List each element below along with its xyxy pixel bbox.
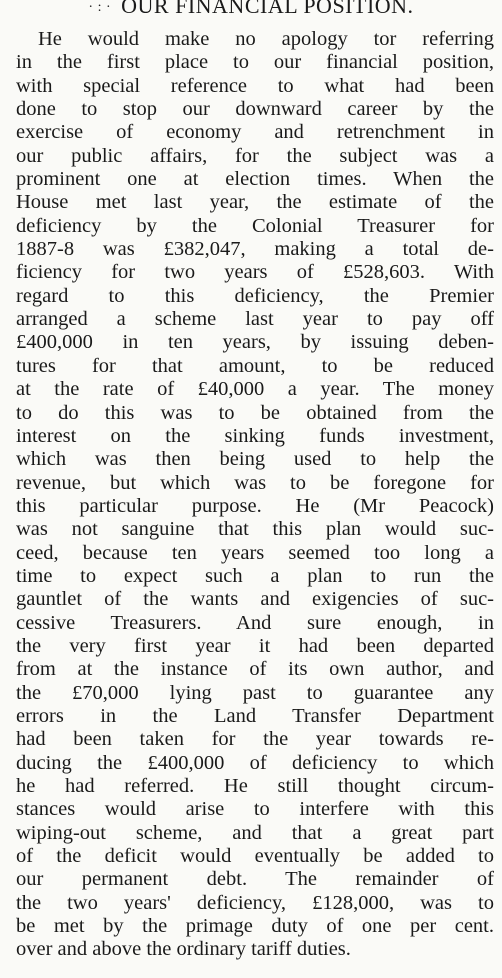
heading-ornament: · : · [88,0,112,15]
article-line: of the deficit would eventually be added to [16,845,494,868]
article-line: ducing the £400,000 of deficiency to which [16,751,494,774]
article-line: regard to this deficiency, the Premier [16,284,494,307]
article-line: wiping-out scheme, and that a great part [16,821,494,844]
article-line: with special reference to what had been [16,74,494,97]
article-line: exercise of economy and retrenchment in [16,121,494,144]
article-line: tures for that amount, to be reduced [16,354,494,377]
article-line: revenue, but which was to be foregone for [16,471,494,494]
article-line: £400,000 in ten years, by issuing deben- [16,331,494,354]
article-line: he had referred. He still thought circum- [16,775,494,797]
article-line: the £70,000 lying past to guarantee any [16,681,494,704]
article-line: the very first year it had been departed [16,634,494,657]
article-line: cessive Treasurers. And sure enough, in [16,611,494,634]
article-line: our public affairs, for the subject was a [16,144,494,167]
article-line: be met by the primage duty of one per cent. [16,915,494,938]
article-line: from at the instance of its own author, and [16,658,494,681]
article-line: time to expect such a plan to run the [16,564,494,587]
article-line: over and above the ordinary tariff duties. [16,938,351,961]
article-line: House met last year, the estimate of the [16,191,494,214]
article-line: 1887-8 was £382,047, making a total de- [16,238,494,261]
article-line: stances would arise to interfere with this [16,798,494,821]
article-line: had been taken for the year towards re- [16,728,494,751]
article-line: He would make no apology tor referring [38,28,494,50]
article-line: at the rate of £40,000 a year. The money [16,378,494,401]
article-line: was not sanguine that this plan would suc- [16,518,494,541]
article-line: our permanent debt. The remainder of [16,868,494,891]
article-title: OUR FINANCIAL POSITION. [121,0,414,18]
article-line: gauntlet of the wants and exigencies of suc- [16,588,494,611]
article-line: ficiency for two years of £528,603. With [16,261,494,284]
article-line: interest on the sinking funds investment, [16,424,494,447]
article-line: in the first place to our financial position, [16,51,494,74]
article-line: this particular purpose. He (Mr Peacock) [16,494,494,517]
article-line: done to stop our downward career by the [16,98,494,121]
article-line: the two years' deficiency, £128,000, was to [16,891,494,914]
article-body [16,28,494,962]
article-line: prominent one at election times. When the [16,168,494,191]
article-heading [0,0,502,22]
article-line: errors in the Land Transfer Department [16,704,494,727]
article-line: arranged a scheme last year to pay off [16,308,494,331]
article-line: ceed, because ten years seemed too long a [16,541,494,564]
article-line: which was then being used to help the [16,448,494,471]
article-line: to do this was to be obtained from the [16,401,494,424]
article-line: deficiency by the Colonial Treasurer for [16,214,494,237]
